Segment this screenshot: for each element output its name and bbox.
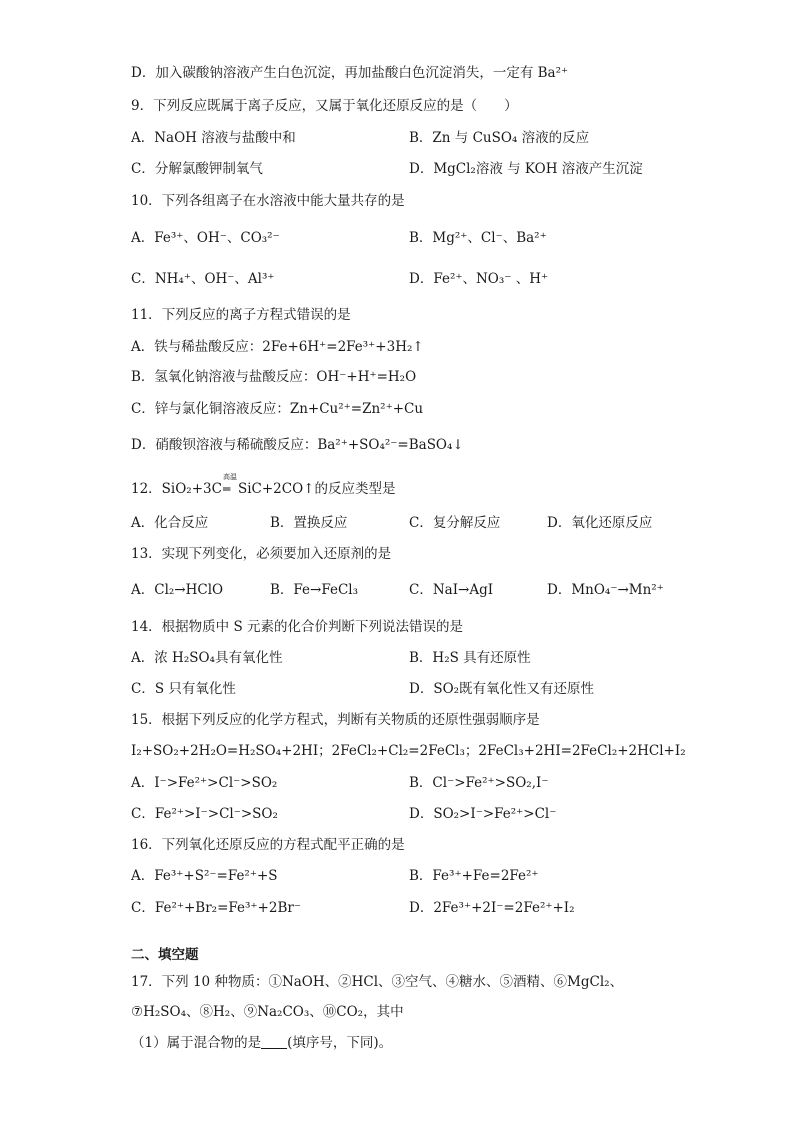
q9-stem: 9．下列反应既属于离子反应，又属于氧化还原反应的是（ ） — [131, 98, 518, 114]
q15-option-c: C．Fe²⁺>I⁻>Cl⁻>SO₂ — [131, 806, 278, 822]
q15-option-b: B．Cl⁻>Fe²⁺>SO₂,I⁻ — [409, 775, 549, 791]
q10-option-d: D．Fe²⁺、NO₃⁻ 、H⁺ — [409, 271, 549, 287]
q16-option-b: B．Fe³⁺+Fe=2Fe²⁺ — [409, 868, 539, 884]
q11-option-a: A．铁与稀盐酸反应：2Fe+6H⁺=2Fe³⁺+3H₂↑ — [131, 339, 424, 355]
q10-option-b: B．Mg²⁺、Cl⁻、Ba²⁺ — [409, 230, 547, 246]
q17-stem-continued: ⑦H₂SO₄、⑧H₂、⑨Na₂CO₃、⑩CO₂，其中 — [131, 1004, 404, 1020]
q8-option-d: D．加入碳酸钠溶液产生白色沉淀，再加盐酸白色沉淀消失，一定有 Ba²⁺ — [131, 65, 569, 81]
q14-option-b: B．H₂S 具有还原性 — [409, 650, 531, 666]
q15-stem: 15．根据下列反应的化学方程式，判断有关物质的还原性强弱顺序是 — [131, 712, 540, 728]
q14-stem: 14．根据物质中 S 元素的化合价判断下列说法错误的是 — [131, 619, 464, 635]
q9-option-d: D．MgCl₂溶液 与 KOH 溶液产生沉淀 — [409, 161, 643, 177]
q15-option-a: A．I⁻>Fe²⁺>Cl⁻>SO₂ — [131, 775, 278, 791]
q11-stem: 11．下列反应的离子方程式错误的是 — [131, 307, 351, 323]
q12-condition — [222, 473, 238, 496]
q11-option-c: C．锌与氯化铜溶液反应：Zn+Cu²⁺=Zn²⁺+Cu — [131, 401, 424, 417]
q13-option-b: B．Fe→FeCl₃ — [270, 582, 359, 598]
q17-stem: 17．下列 10 种物质：①NaOH、②HCl、③空气、④糖水、⑤酒精、⑥MgCl₂、 — [131, 974, 624, 990]
q9-option-c: C．分解氯酸钾制氧气 — [131, 161, 263, 177]
q12-option-a: A．化合反应 — [131, 515, 209, 531]
answer-blank[interactable] — [261, 1034, 287, 1049]
q12-products: SiC+2CO↑的反应类型是 — [237, 481, 396, 497]
q15-option-d: D．SO₂>I⁻>Fe²⁺>Cl⁻ — [409, 806, 557, 822]
q17-part-1-prompt: （1）属于混合物的是 — [131, 1035, 262, 1051]
q13-stem: 13．实现下列变化，必须要加入还原剂的是 — [131, 546, 392, 562]
q16-option-c: C．Fe²⁺+Br₂=Fe³⁺+2Br⁻ — [131, 900, 301, 916]
q10-option-c: C．NH₄⁺、OH⁻、Al³⁺ — [131, 271, 275, 287]
q13-option-d: D．MnO₄⁻→Mn²⁺ — [547, 582, 664, 598]
q15-equations: I₂+SO₂+2H₂O=H₂SO₄+2HI；2FeCl₂+Cl₂=2FeCl₃；2FeCl₃+2HI=2FeCl₂+2HCl+I₂ — [131, 743, 686, 759]
q12-reactants: 12．SiO₂+3C — [131, 481, 222, 497]
q9-option-a: A．NaOH 溶液与盐酸中和 — [131, 130, 296, 146]
q14-option-c: C．S 只有氧化性 — [131, 681, 236, 697]
q10-option-a: A．Fe³⁺、OH⁻、CO₃²⁻ — [131, 230, 280, 246]
q10-stem: 10．下列各组离子在水溶液中能大量共存的是 — [131, 193, 405, 209]
q12-option-c: C．复分解反应 — [409, 515, 501, 531]
q17-part-1-note: (填序号，下同)。 — [287, 1035, 393, 1051]
q16-option-a: A．Fe³⁺+S²⁻=Fe²⁺+S — [131, 868, 278, 884]
q9-option-b: B．Zn 与 CuSO₄ 溶液的反应 — [409, 130, 590, 146]
q12-option-b: B．置换反应 — [270, 515, 348, 531]
q12-equals-sign: ═ — [222, 482, 231, 496]
q16-stem: 16．下列氧化还原反应的方程式配平正确的是 — [131, 837, 405, 853]
q12-stem — [131, 473, 396, 498]
q13-option-a: A．Cl₂→HClO — [131, 582, 224, 598]
section-heading-fill-in: 二、填空题 — [131, 947, 199, 963]
q11-option-d: D．硝酸钡溶液与稀硫酸反应：Ba²⁺+SO₄²⁻=BaSO₄↓ — [131, 437, 464, 453]
q16-option-d: D．2Fe³⁺+2I⁻=2Fe²⁺+I₂ — [409, 900, 575, 916]
q17-part-1 — [131, 1034, 392, 1052]
q14-option-a: A．浓 H₂SO₄具有氧化性 — [131, 650, 283, 666]
q12-condition-text: 高温 — [222, 473, 237, 481]
q11-option-b: B．氢氧化钠溶液与盐酸反应：OH⁻+H⁺=H₂O — [131, 369, 417, 385]
q12-option-d: D．氧化还原反应 — [547, 515, 653, 531]
q13-option-c: C．NaI→AgI — [409, 582, 494, 598]
q14-option-d: D．SO₂既有氧化性又有还原性 — [409, 681, 595, 697]
